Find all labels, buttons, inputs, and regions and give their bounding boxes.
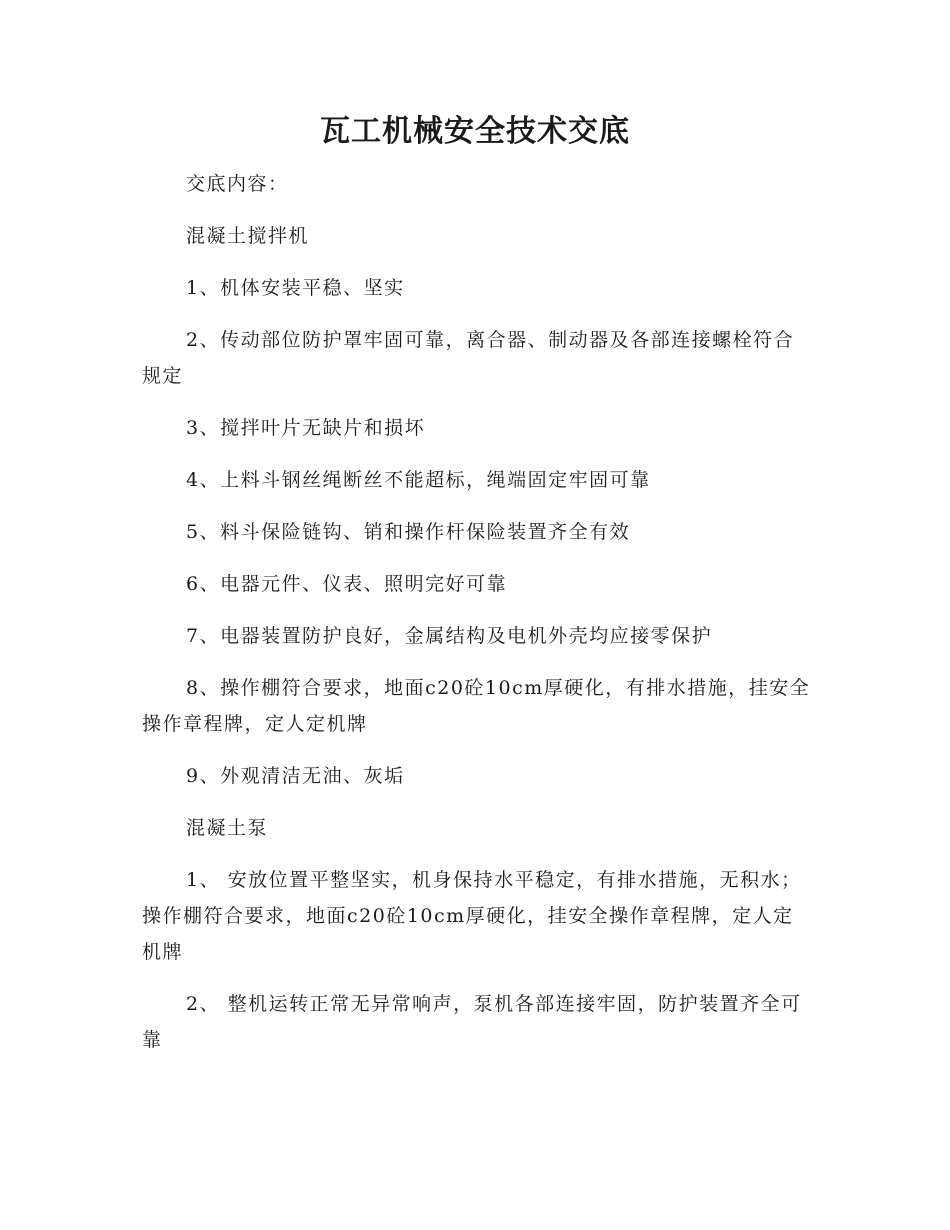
- mixer-item-3: 3、搅拌叶片无缺片和损坏: [186, 417, 426, 439]
- document-body: [142, 166, 812, 1074]
- section-heading-pump: 混凝土泵: [186, 817, 269, 839]
- mixer-item-1: 1、机体安装平稳、坚实: [186, 277, 405, 299]
- mixer-item-7: 7、电器装置防护良好，金属结构及电机外壳均应接零保护: [186, 625, 713, 647]
- mixer-item-6: 6、电器元件、仪表、照明完好可靠: [186, 573, 508, 595]
- mixer-item-2: 2、传动部位防护罩牢固可靠，离合器、制动器及各部连接螺栓符合规定: [142, 329, 795, 387]
- mixer-item-9: 9、外观清洁无油、灰垢: [186, 765, 405, 787]
- pump-item-2: 2、 整机运转正常无异常响声，泵机各部连接牢固，防护装置齐全可靠: [142, 993, 802, 1051]
- mixer-item-5: 5、料斗保险链钩、销和操作杆保险装置齐全有效: [186, 521, 631, 543]
- mixer-item-8: 8、操作棚符合要求，地面c20砼10cm厚硬化，有排水措施，挂安全操作章程牌，定人定机牌: [142, 677, 811, 735]
- document-title: 瓦工机械安全技术交底: [320, 114, 630, 149]
- pump-item-1: 1、 安放位置平整坚实，机身保持水平稳定，有排水措施，无积水；操作棚符合要求，地面c20砼10cm厚硬化，挂安全操作章程牌，定人定机牌: [142, 869, 802, 963]
- mixer-item-4: 4、上料斗钢丝绳断丝不能超标，绳端固定牢固可靠: [186, 469, 651, 491]
- section-heading-mixer: 混凝土搅拌机: [186, 225, 310, 247]
- paragraph-intro: 交底内容：: [186, 173, 289, 195]
